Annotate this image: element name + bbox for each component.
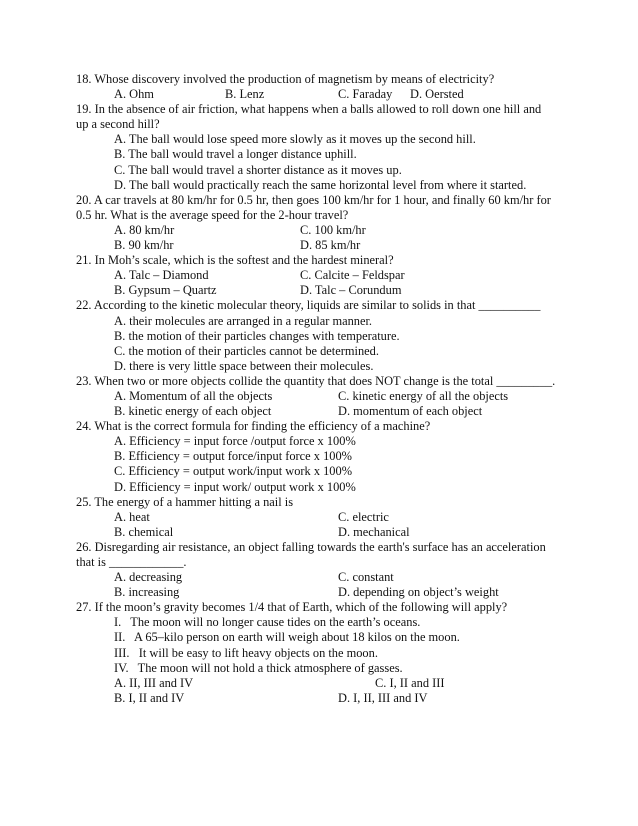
question-19-stem: 19. In the absence of air friction, what happens when a balls allowed to roll down one hill and up a second hill? [76, 102, 542, 132]
option: D. 85 km/hr [300, 238, 361, 253]
option: D. Talc – Corundum [300, 283, 402, 298]
option: A. their molecules are arranged in a regular manner. [114, 313, 373, 328]
option: A. 80 km/hr [114, 222, 175, 237]
question-20-stem: 20. A car travels at 80 km/hr for 0.5 hr, then goes 100 km/hr for 1 hour, and finally 60 km/hr for 0.5 hr. What is the average speed for the 2-hour travel? [76, 192, 551, 222]
option: C. I, II and III [375, 675, 445, 690]
option: B. increasing [114, 585, 180, 600]
option: C. Faraday [338, 87, 393, 102]
option: D. depending on object’s weight [338, 585, 499, 600]
option: B. 90 km/hr [114, 238, 174, 253]
option: D. Oersted [410, 87, 464, 102]
question-24-stem: 24. What is the correct formula for finding the efficiency of a machine? [76, 419, 431, 434]
option: C. constant [338, 570, 394, 585]
option: D. momentum of each object [338, 404, 483, 419]
option: A. heat [114, 509, 150, 524]
option: D. The ball would practically reach the same horizontal level from where it started. [114, 177, 527, 192]
statement: II. A 65–kilo person on earth will weigh about 18 kilos on the moon. [114, 630, 460, 645]
option: A. decreasing [114, 570, 183, 585]
option: B. kinetic energy of each object [114, 404, 272, 419]
question-20-options-row-2 [76, 238, 556, 253]
question-25-stem: 25. The energy of a hammer hitting a nail is [76, 494, 294, 509]
option: A. The ball would lose speed more slowly as it moves up the second hill. [114, 132, 476, 147]
statement: I. The moon will no longer cause tides on the earth’s oceans. [114, 615, 421, 630]
question-18-stem: 18. Whose discovery involved the production of magnetism by means of electricity? [76, 72, 495, 86]
question-23-stem: 23. When two or more objects collide the quantity that does NOT change is the total _________. [76, 373, 556, 388]
statement: III. It will be easy to lift heavy objects on the moon. [114, 645, 378, 660]
question-27-options-row-1 [76, 676, 556, 691]
question-26-options-row-1 [76, 570, 556, 585]
question-25-options-row-2 [76, 525, 556, 540]
option: B. chemical [114, 524, 174, 539]
option: C. 100 km/hr [300, 222, 366, 237]
option: B. Efficiency = output force/input force x 100% [114, 449, 352, 464]
option: D. mechanical [338, 524, 410, 539]
question-27-stem: 27. If the moon’s gravity becomes 1/4 that of Earth, which of the following will apply? [76, 600, 508, 615]
option: C. electric [338, 509, 389, 524]
option: B. I, II and IV [114, 690, 185, 705]
option: D. Efficiency = input work/ output work x 100% [114, 479, 356, 494]
question-26-stem: 26. Disregarding air resistance, an object falling towards the earth's surface has an acceleration that is ____________. [76, 539, 546, 569]
option: A. Talc – Diamond [114, 268, 209, 283]
quiz-page [76, 72, 556, 706]
option: D. there is very little space between their molecules. [114, 358, 374, 373]
option: C. the motion of their particles cannot be determined. [114, 343, 379, 358]
question-26-options-row-2 [76, 585, 556, 600]
option: C. Calcite – Feldspar [300, 268, 405, 283]
question-21-stem: 21. In Moh’s scale, which is the softest and the hardest mineral? [76, 253, 394, 268]
question-21-options-row-1 [76, 268, 556, 283]
option: C. The ball would travel a shorter distance as it moves up. [114, 162, 402, 177]
question-20-options-row-1 [76, 223, 556, 238]
option: C. kinetic energy of all the objects [338, 388, 509, 403]
option: A. II, III and IV [114, 675, 194, 690]
option: A. Efficiency = input force /output force x 100% [114, 434, 356, 449]
question-22-stem: 22. According to the kinetic molecular theory, liquids are similar to solids in that __________ [76, 298, 541, 313]
question-21-options-row-2 [76, 283, 556, 298]
question-18-options [76, 87, 556, 102]
question-23-options-row-2 [76, 404, 556, 419]
option: A. Ohm [114, 87, 154, 102]
question-27-options-row-2 [76, 691, 556, 706]
option: B. the motion of their particles changes with temperature. [114, 328, 400, 343]
statement: IV. The moon will not hold a thick atmosphere of gasses. [114, 660, 403, 675]
option: A. Momentum of all the objects [114, 388, 273, 403]
option: B. Lenz [225, 87, 265, 102]
option: D. I, II, III and IV [338, 690, 428, 705]
question-23-options-row-1 [76, 389, 556, 404]
question-25-options-row-1 [76, 510, 556, 525]
option: B. Gypsum – Quartz [114, 283, 217, 298]
option: C. Efficiency = output work/input work x 100% [114, 464, 353, 479]
option: B. The ball would travel a longer distance uphill. [114, 147, 357, 162]
